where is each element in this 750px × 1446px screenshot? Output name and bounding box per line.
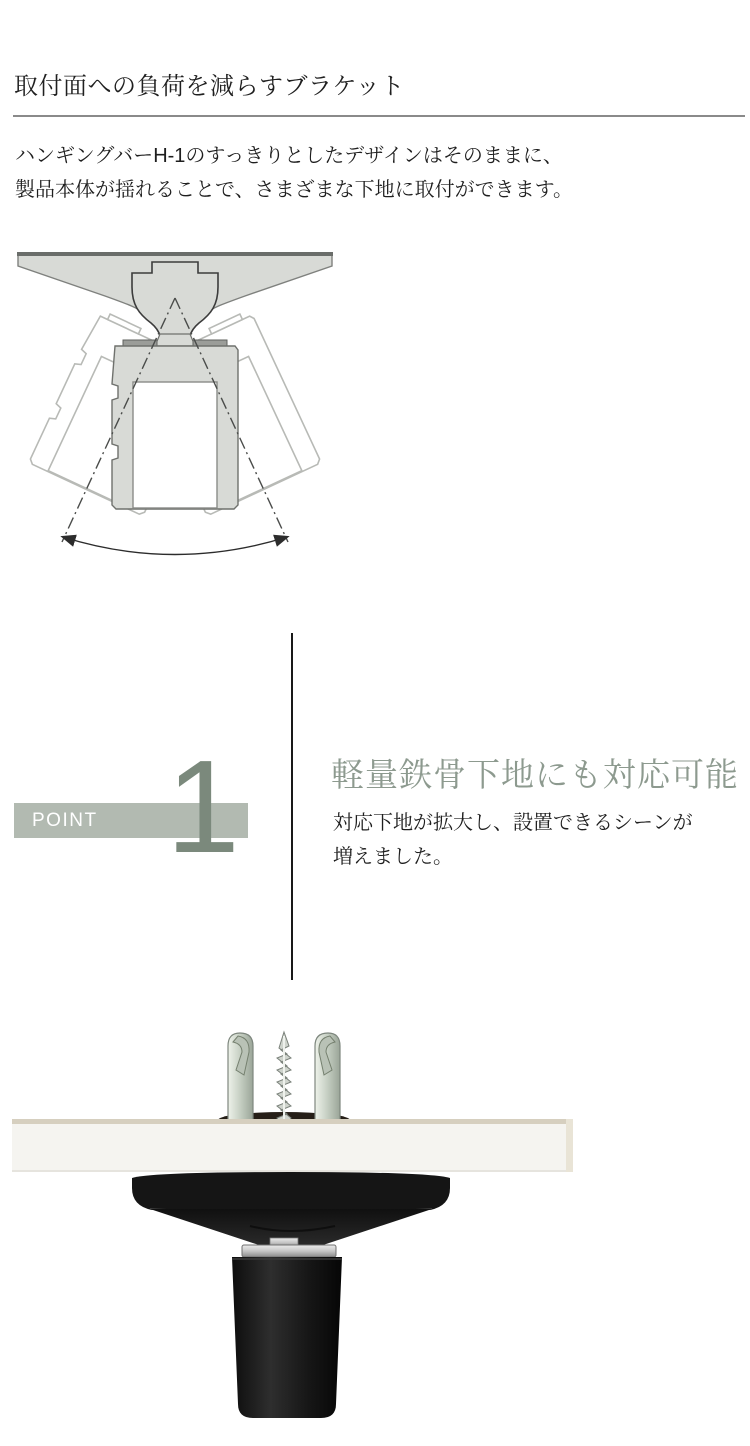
intro-line-2: 製品本体が揺れることで、さまざまな下地に取付ができます。 [15,179,573,201]
point-heading: 軽量鉄骨下地にも対応可能 [331,756,739,793]
bracket-photo [0,1020,600,1446]
base-disc [132,1172,450,1210]
bracket-neck [155,334,195,346]
bracket-swing-diagram [15,250,335,572]
grip-cylinder [232,1257,342,1418]
point-body [333,806,693,874]
title-underline [13,115,745,117]
ceiling-plate-top-edge [17,252,333,256]
spring-plate-left [123,340,157,346]
intro-paragraph [15,139,573,207]
bar-cross-section [133,382,217,508]
intro-line-1: ハンギングバーH-1のすっきりとしたデザインはそのままに、 [15,145,563,167]
point-body-line-2: 増えました。 [333,846,453,868]
point-label: POINT [32,809,98,831]
vertical-divider [291,633,293,980]
point-number: 1 [166,733,240,880]
swing-arc [63,537,287,555]
washer [242,1245,336,1257]
spring-plate-right [193,340,227,346]
screw [277,1032,291,1123]
ceiling-board [12,1119,573,1172]
page-title: 取付面への負荷を減らすブラケット [14,73,405,100]
bracket-base [132,1172,450,1257]
point-body-line-1: 対応下地が拡大し、設置できるシーンが [333,812,693,834]
